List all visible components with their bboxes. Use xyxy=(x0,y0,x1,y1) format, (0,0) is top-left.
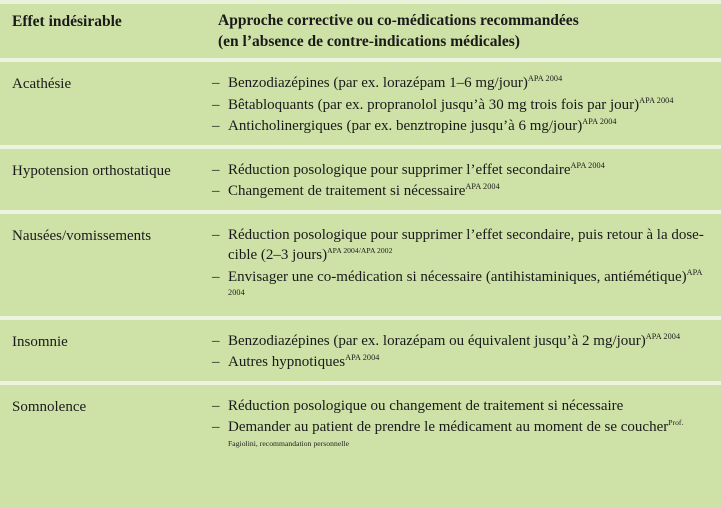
bullet-list xyxy=(212,73,707,137)
bullet-dash-icon: – xyxy=(212,268,220,285)
row-effect-cell xyxy=(0,331,212,352)
list-item xyxy=(212,267,707,308)
list-item xyxy=(212,352,707,373)
citation-superscript: APA 2004 xyxy=(465,182,500,191)
row-effect-cell xyxy=(0,160,212,181)
row-approach-cell xyxy=(212,73,721,138)
citation-superscript: Prof. Fagiolini, recommandation personnelle xyxy=(228,418,684,448)
citation-superscript: APA 2004 xyxy=(345,353,380,362)
bullet-dash-icon: – xyxy=(212,183,220,199)
effect-label: Acathésie xyxy=(12,76,72,92)
table-row xyxy=(0,149,721,214)
list-item xyxy=(212,396,707,417)
table-header-row xyxy=(0,0,721,62)
table-row xyxy=(0,385,721,471)
bullet-dash-icon: – xyxy=(212,226,220,243)
citation-superscript: APA 2004 xyxy=(570,160,605,170)
list-item xyxy=(212,73,707,94)
row-effect-cell xyxy=(0,225,212,246)
bullet-dash-icon: – xyxy=(212,75,220,91)
bullet-list xyxy=(212,331,707,373)
bullet-dash-icon: – xyxy=(212,161,220,178)
citation-superscript: APA 2004 xyxy=(639,95,674,105)
bullet-text: Autres hypnotiques xyxy=(228,354,346,370)
bullet-dash-icon: – xyxy=(212,96,220,113)
list-item xyxy=(212,160,707,181)
table-row xyxy=(0,214,721,320)
list-item xyxy=(212,331,707,352)
citation-superscript: APA 2004 xyxy=(228,267,703,297)
effect-label: Hypotension orthostatique xyxy=(12,162,171,179)
row-approach-cell xyxy=(212,160,721,203)
citation-superscript: APA 2004/APA 2002 xyxy=(327,246,393,255)
bullet-dash-icon: – xyxy=(212,118,220,134)
bullet-dash-icon: – xyxy=(212,354,220,370)
bullet-text: Envisager une co-médication si nécessaire (antihistaminiques, antiémétique) xyxy=(228,268,687,285)
bullet-list xyxy=(212,160,707,202)
bullet-text: Bêtabloquants (par ex. propranolol jusqu’à 30 mg trois fois par jour) xyxy=(228,96,640,113)
table-row xyxy=(0,62,721,149)
bullet-dash-icon: – xyxy=(212,419,220,435)
citation-superscript: APA 2004 xyxy=(527,74,563,83)
bullet-text: Réduction posologique pour supprimer l’effet secondaire, puis retour à la dose-cible (2–3 jours) xyxy=(228,226,704,263)
header-cell-effect xyxy=(0,10,212,32)
list-item xyxy=(212,95,707,116)
citation-superscript: APA 2004 xyxy=(645,331,681,341)
row-approach-cell xyxy=(212,225,721,309)
list-item xyxy=(212,116,707,137)
bullet-text: Benzodiazépines (par ex. lorazépam ou équivalent jusqu’à 2 mg/jour) xyxy=(228,332,646,349)
effect-label: Nausées/vomissements xyxy=(12,227,152,244)
row-effect-cell xyxy=(0,396,212,417)
header-label-effect: Effet indésirable xyxy=(12,13,122,30)
bullet-text: Demander au patient de prendre le médicament au moment de se coucher xyxy=(228,419,669,435)
bullet-text: Changement de traitement si nécessaire xyxy=(228,183,466,199)
bullet-dash-icon: – xyxy=(212,332,220,349)
bullet-dash-icon: – xyxy=(212,397,220,414)
table-row xyxy=(0,320,721,385)
header-cell-approach xyxy=(212,10,721,52)
effect-label: Somnolence xyxy=(12,398,87,415)
citation-superscript: APA 2004 xyxy=(582,117,617,126)
bullet-text: Réduction posologique ou changement de traitement si nécessaire xyxy=(228,397,624,414)
bullet-text: Anticholinergiques (par ex. benztropine jusqu’à 6 mg/jour) xyxy=(228,118,583,134)
list-item xyxy=(212,225,707,266)
bullet-text: Réduction posologique pour supprimer l’effet secondaire xyxy=(228,161,571,178)
row-effect-cell xyxy=(0,73,212,94)
effect-label: Insomnie xyxy=(12,333,68,350)
row-approach-cell xyxy=(212,396,721,460)
bullet-list xyxy=(212,396,707,459)
list-item xyxy=(212,417,707,458)
header-label-approach-line1: Approche corrective ou co-médications recommandées xyxy=(218,12,579,29)
row-approach-cell xyxy=(212,331,721,374)
bullet-list xyxy=(212,225,707,308)
list-item xyxy=(212,181,707,202)
bullet-text: Benzodiazépines (par ex. lorazépam 1–6 mg/jour) xyxy=(228,75,528,91)
header-label-approach-line2: (en l’absence de contre-indications médicales) xyxy=(218,33,520,50)
